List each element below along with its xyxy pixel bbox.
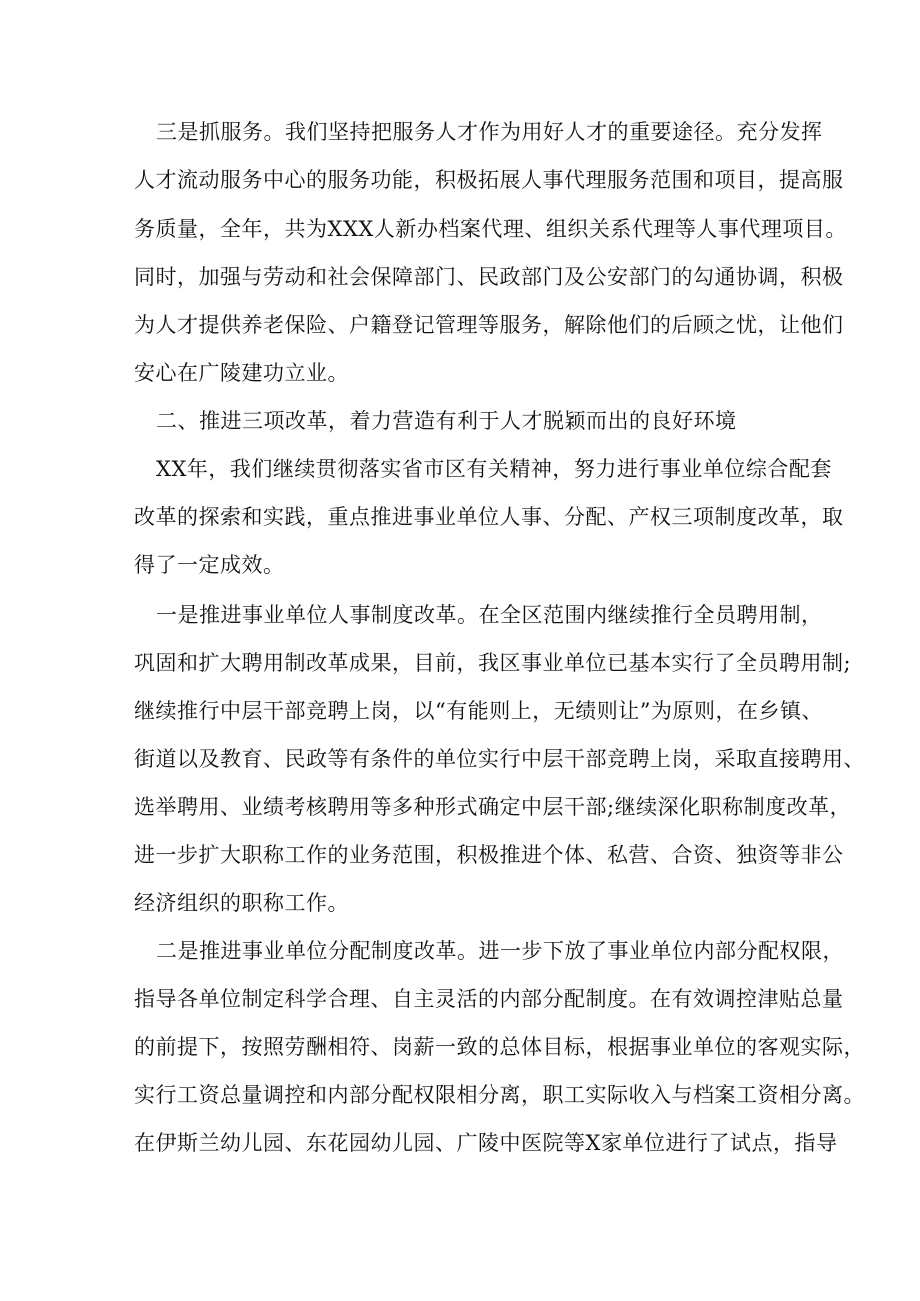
paragraph-line-3: 务质量，全年，共为XXX人新办档案代理、组织关系代理等人事代理项目。 — [134, 217, 847, 241]
paragraph-line-11: 巩固和扩大聘用制改革成果，目前，我区事业单位已基本实行了全员聘用制; — [134, 651, 852, 675]
paragraph-line-1: 三是抓服务。我们坚持把服务人才作为用好人才的重要途径。充分发挥 — [156, 120, 823, 144]
paragraph-line-8: 改革的探索和实践，重点推进事业单位人事、分配、产权三项制度改革，取 — [134, 505, 844, 529]
paragraph-line-17: 二是推进事业单位分配制度改革。进一步下放了事业单位内部分配权限， — [156, 939, 844, 963]
paragraph-line-4: 同时，加强与劳动和社会保障部门、民政部门及公安部门的勾通协调，积极 — [134, 265, 844, 289]
paragraph-line-16: 经济组织的职称工作。 — [134, 891, 349, 915]
paragraph-line-20: 实行工资总量调控和内部分配权限相分离，职工实际收入与档案工资相分离。 — [134, 1083, 865, 1107]
paragraph-line-10: 一是推进事业单位人事制度改革。在全区范围内继续推行全员聘用制， — [156, 603, 823, 627]
section-heading: 二、推进三项改革，着力营造有利于人才脱颖而出的良好环境 — [156, 409, 737, 433]
paragraph-line-14: 选举聘用、业绩考核聘用等多种形式确定中层干部;继续深化职称制度改革， — [134, 795, 852, 819]
paragraph-line-19: 的前提下，按照劳酬相符、岗薪一致的总体目标，根据事业单位的客观实际， — [134, 1035, 865, 1059]
paragraph-line-15: 进一步扩大职称工作的业务范围，积极推进个体、私营、合资、独资等非公 — [134, 843, 844, 867]
paragraph-line-6: 安心在广陵建功立业。 — [134, 361, 349, 385]
paragraph-line-12: 继续推行中层干部竞聘上岗，以“有能则上，无绩则让”为原则，在乡镇、 — [134, 699, 823, 723]
paragraph-line-13: 街道以及教育、民政等有条件的单位实行中层干部竞聘上岗，采取直接聘用、 — [134, 747, 865, 771]
paragraph-line-21: 在伊斯兰幼儿园、东花园幼儿园、广陵中医院等X家单位进行了试点，指导 — [134, 1131, 838, 1155]
paragraph-line-9: 得了一定成效。 — [134, 553, 285, 577]
paragraph-line-5: 为人才提供养老保险、户籍登记管理等服务，解除他们的后顾之忧，让他们 — [134, 313, 844, 337]
paragraph-line-2: 人才流动服务中心的服务功能，积极拓展人事代理服务范围和项目，提高服 — [134, 168, 844, 192]
paragraph-line-7: XX年，我们继续贯彻落实省市区有关精神，努力进行事业单位综合配套 — [156, 457, 832, 481]
paragraph-line-18: 指导各单位制定科学合理、自主灵活的内部分配制度。在有效调控津贴总量 — [134, 987, 844, 1011]
